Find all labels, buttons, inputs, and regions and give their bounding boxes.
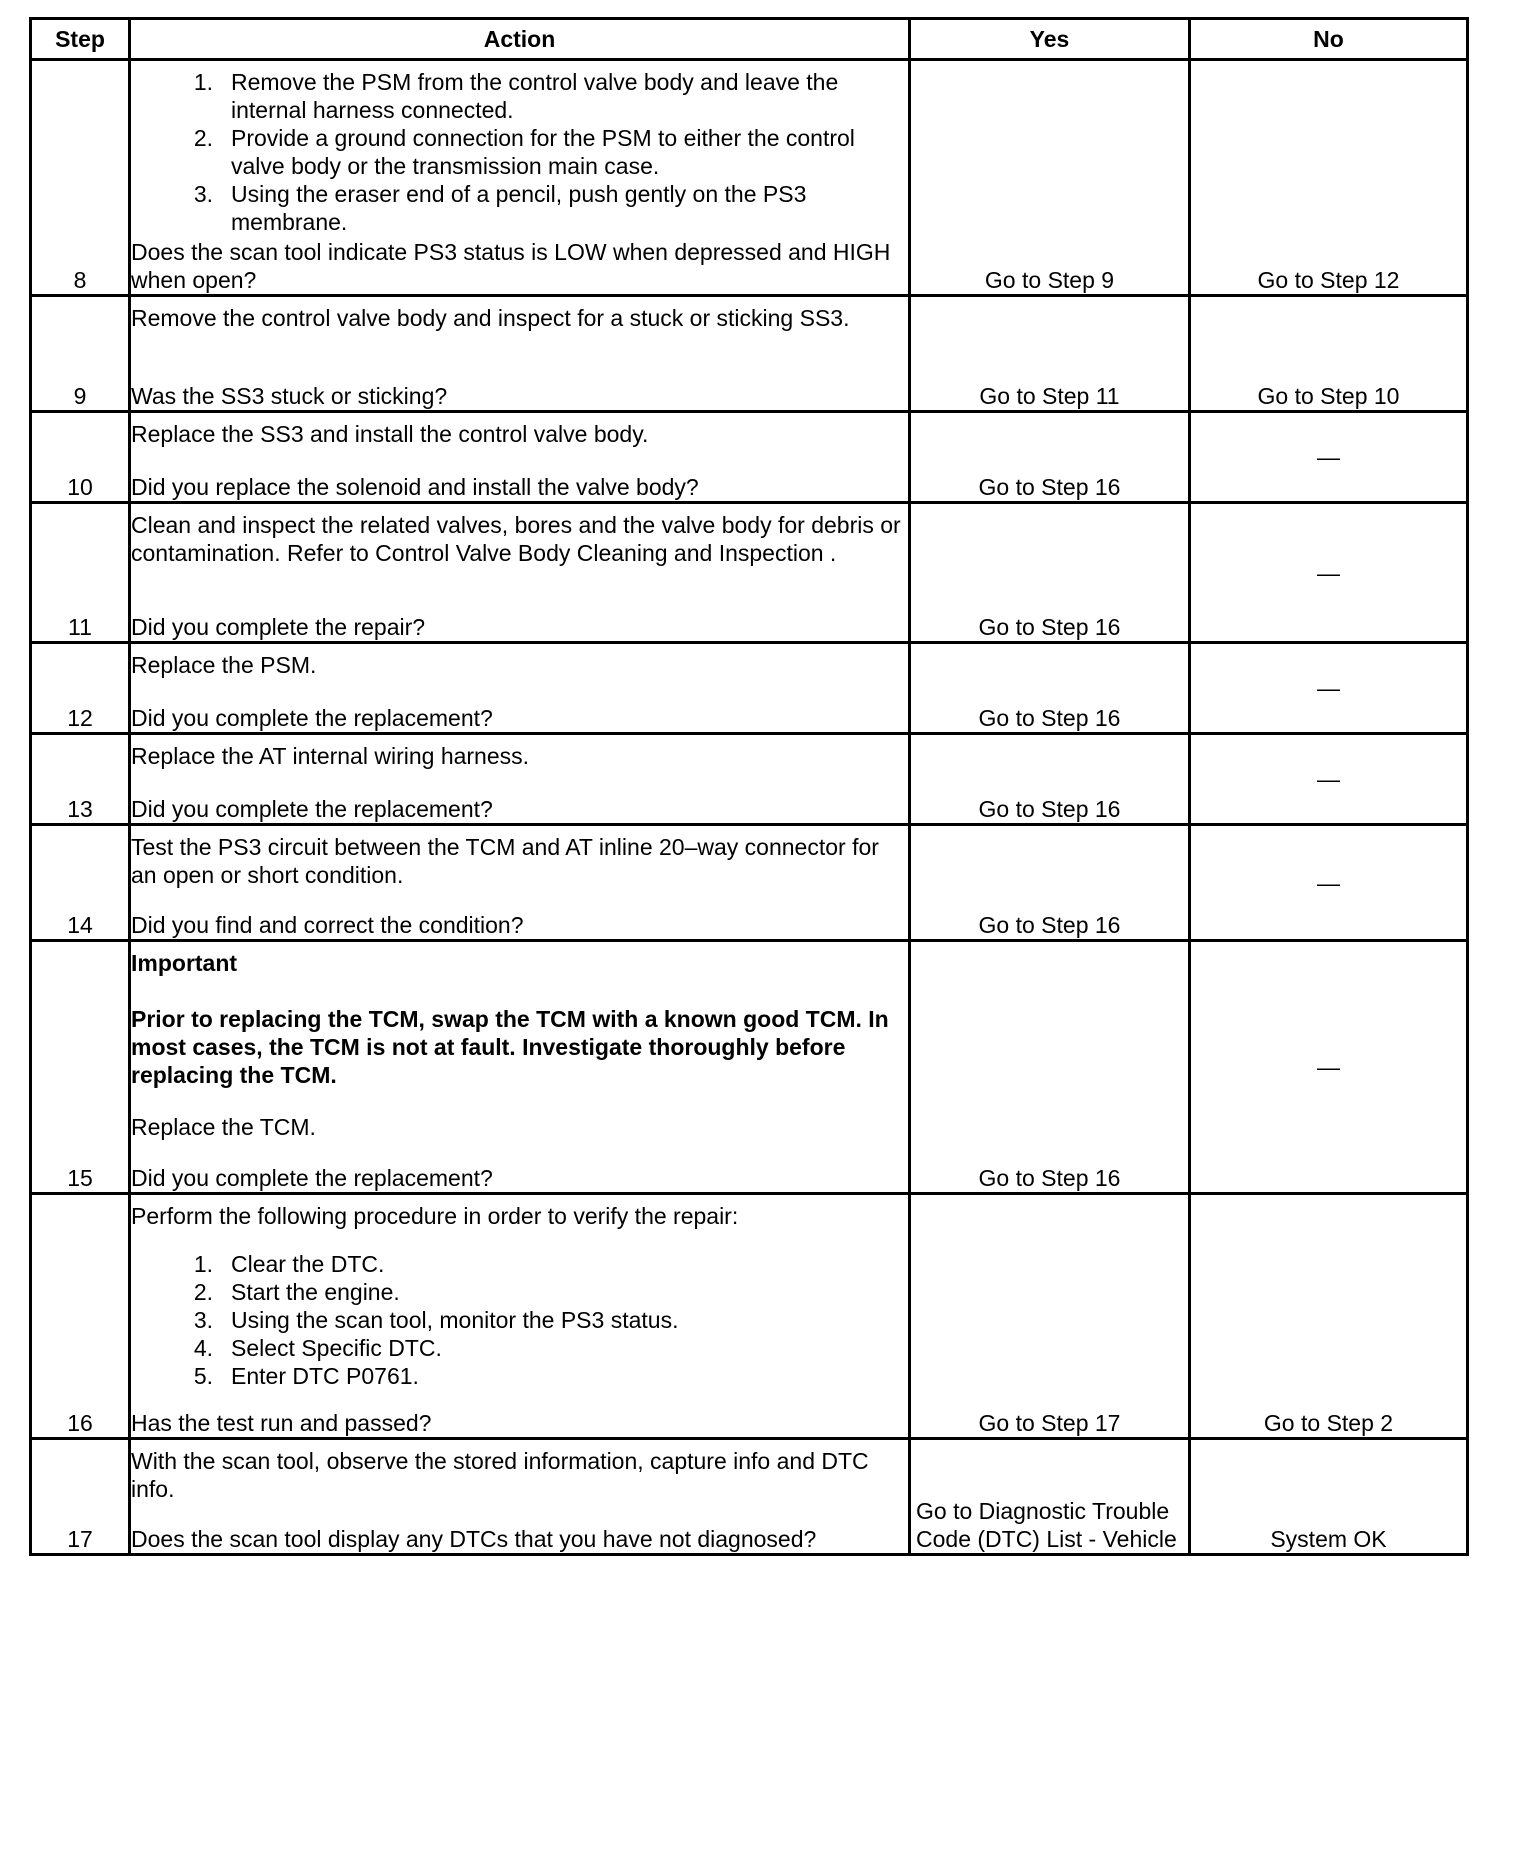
table-row xyxy=(31,412,1468,503)
action-question: Did you complete the repair? xyxy=(131,614,426,640)
procedure-list xyxy=(131,1250,908,1390)
action-question: Has the test run and passed? xyxy=(131,1410,432,1436)
action-text: With the scan tool, observe the stored information, capture info and DTC info. xyxy=(131,1448,869,1502)
no-result: — xyxy=(1190,941,1468,1194)
no-result: — xyxy=(1190,825,1468,941)
list-item: 1. Clear the DTC. xyxy=(193,1250,385,1277)
yes-result: Go to Step 16 xyxy=(910,941,1190,1194)
step-number: 8 xyxy=(31,60,130,296)
header-yes: Yes xyxy=(910,19,1190,60)
action-cell xyxy=(130,412,910,503)
header-no: No xyxy=(1190,19,1468,60)
step-number: 16 xyxy=(31,1194,130,1439)
action-cell xyxy=(130,825,910,941)
no-result: — xyxy=(1190,503,1468,643)
action-cell xyxy=(130,941,910,1194)
important-heading: Important xyxy=(131,950,238,976)
step-number: 13 xyxy=(31,734,130,825)
action-question: Did you complete the replacement? xyxy=(131,796,493,822)
no-result: System OK xyxy=(1190,1439,1468,1555)
header-action: Action xyxy=(130,19,910,60)
step-number: 17 xyxy=(31,1439,130,1555)
action-cell xyxy=(130,60,910,296)
action-cell xyxy=(130,1194,910,1439)
no-result: — xyxy=(1190,412,1468,503)
table-row xyxy=(31,734,1468,825)
yes-result: Go to Step 17 xyxy=(910,1194,1190,1439)
action-text: Remove the control valve body and inspect for a stuck or sticking SS3. xyxy=(131,305,850,331)
yes-result: Go to Step 11 xyxy=(910,296,1190,412)
action-text: Test the PS3 circuit between the TCM and AT inline 20–way connector for an open or short condition. xyxy=(131,834,879,888)
action-cell xyxy=(130,734,910,825)
table-row xyxy=(31,825,1468,941)
step-number: 12 xyxy=(31,643,130,734)
step-number: 11 xyxy=(31,503,130,643)
step-number: 14 xyxy=(31,825,130,941)
table-row xyxy=(31,941,1468,1194)
yes-result: Go to Step 16 xyxy=(910,503,1190,643)
table-row xyxy=(31,1439,1468,1555)
action-text: Replace the SS3 and install the control valve body. xyxy=(131,421,649,447)
action-cell xyxy=(130,643,910,734)
list-item: 4. Select Specific DTC. xyxy=(193,1334,442,1361)
no-result: Go to Step 2 xyxy=(1190,1194,1468,1439)
important-text: Prior to replacing the TCM, swap the TCM with a known good TCM. In most cases, the TCM is not at fault. Investigate thoroughly before replacing the TCM. xyxy=(131,1006,889,1088)
yes-result: Go to Step 16 xyxy=(910,734,1190,825)
action-text: Replace the AT internal wiring harness. xyxy=(131,743,530,769)
list-item: 3. Using the eraser end of a pencil, push gently on the PS3 membrane. xyxy=(193,181,807,235)
header-step: Step xyxy=(31,19,130,60)
no-result: — xyxy=(1190,643,1468,734)
step-number: 10 xyxy=(31,412,130,503)
action-text: Replace the PSM. xyxy=(131,652,317,678)
action-text: Clean and inspect the related valves, bores and the valve body for debris or contamination. Refer to Control Valve Body Cleaning and Inspection . xyxy=(131,512,901,566)
action-cell xyxy=(130,503,910,643)
list-item: 3. Using the scan tool, monitor the PS3 status. xyxy=(193,1306,679,1333)
yes-result: Go to Step 9 xyxy=(910,60,1190,296)
table-row xyxy=(31,1194,1468,1439)
no-result: — xyxy=(1190,734,1468,825)
diagnostic-table xyxy=(29,17,1469,1556)
step-number: 15 xyxy=(31,941,130,1194)
list-item: 2. Provide a ground connection for the PSM to either the control valve body or the transmission main case. xyxy=(193,125,855,179)
procedure-list xyxy=(131,68,908,236)
action-question: Was the SS3 stuck or sticking? xyxy=(131,383,448,409)
list-item: 1. Remove the PSM from the control valve body and leave the internal harness connected. xyxy=(193,69,839,123)
list-item: 2. Start the engine. xyxy=(193,1278,400,1305)
yes-result: Go to Step 16 xyxy=(910,825,1190,941)
action-question: Does the scan tool display any DTCs that you have not diagnosed? xyxy=(131,1526,817,1552)
action-text: Replace the TCM. xyxy=(131,1113,316,1140)
action-cell xyxy=(130,1439,910,1555)
action-question: Did you complete the replacement? xyxy=(131,705,493,731)
no-result: Go to Step 12 xyxy=(1190,60,1468,296)
table-row xyxy=(31,296,1468,412)
action-question: Did you replace the solenoid and install the valve body? xyxy=(131,474,699,500)
yes-result: Go to Step 16 xyxy=(910,643,1190,734)
table-row xyxy=(31,503,1468,643)
action-question: Did you complete the replacement? xyxy=(131,1165,493,1191)
action-cell xyxy=(130,296,910,412)
action-text: Perform the following procedure in order to verify the repair: xyxy=(131,1203,739,1229)
table-row xyxy=(31,60,1468,296)
yes-result: Go to Diagnostic Trouble Code (DTC) List - Vehicle xyxy=(910,1439,1190,1555)
action-question: Does the scan tool indicate PS3 status is LOW when depressed and HIGH when open? xyxy=(131,239,891,293)
list-item: 5. Enter DTC P0761. xyxy=(193,1362,419,1389)
yes-result: Go to Step 16 xyxy=(910,412,1190,503)
action-question: Did you find and correct the condition? xyxy=(131,912,524,938)
no-result: Go to Step 10 xyxy=(1190,296,1468,412)
table-row xyxy=(31,643,1468,734)
step-number: 9 xyxy=(31,296,130,412)
header-row xyxy=(31,19,1468,60)
